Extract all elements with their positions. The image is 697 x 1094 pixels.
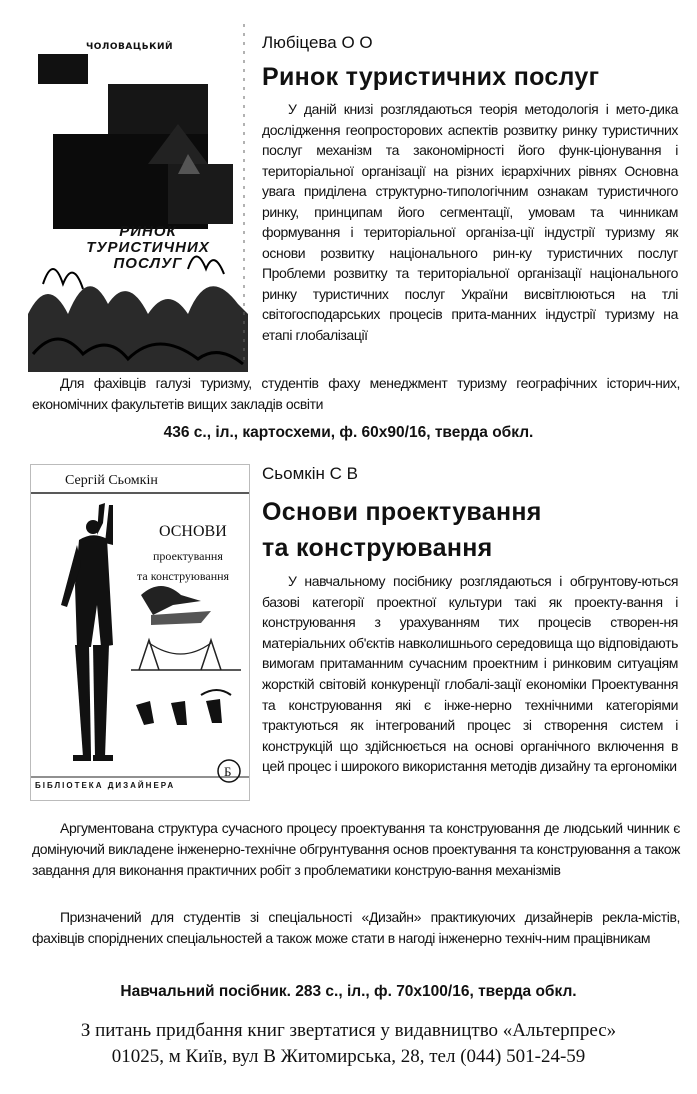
book1-cover-title-line: РИНОК: [119, 223, 177, 240]
footer-line1: З питань придбання книг звертатися у видавництво «Альтерпрес»: [80, 1020, 617, 1041]
book2-cover-image: [30, 464, 250, 801]
book1-specs: 436 с., іл., картосхеми, ф. 60х90/16, тверда обкл.: [163, 424, 534, 441]
book1-author: Любіцева О О: [262, 33, 373, 52]
book1-cover-small-title: ЧОЛОВАЦЬКИЙ: [86, 42, 174, 52]
book1-title: Ринок туристичних послуг: [262, 63, 600, 91]
book2-paragraph3: Призначений для студентів зі спеціальності «Дизайн» практикуючих дизайнерів рекла-містів, фахівців споріднених спеціальностей а також може стати в нагоді інженерно техніч-ним працівникам: [32, 909, 680, 946]
book2-cover-title-line2: проектування: [153, 549, 223, 563]
book2-cover-author: Сергій Сьомкін: [65, 473, 158, 488]
book2-paragraph2: Аргументована структура сучасного процесу проектування та конструювання де людський чинник є домінуючий викладене інженерно-технічне обгрунтування основ проектування та конструювання а також завдання для виконання практичних робіт з проблематики конструю-вання механізмів: [32, 820, 680, 878]
book2-description: У навчальному посібнику розглядаються і обгрунтову-ються базові категорії проектної культури такі як проекту-вання і конструювання з урахуванням тих процесів створен-ня матеріальних об'єктів навколишнього середовища що відповідають вимогам притаманним сучасним проектним і ринковим ситуаціям жорсткій світовій конкуренції глобалі-зації економіки Проектування та конструювання які є інже-нерно технічними категоріями трактуються як інтегрований процес зі створення систем і конструкцій що здійснюється на основі органічного включення в цей процес і широкого використання методів дизайну та ергономіки: [262, 573, 678, 775]
book2-title-line1: Основи проектування: [262, 498, 542, 526]
book1-cover-image: [28, 14, 248, 372]
book2-specs: Навчальний посібник. 283 с., іл., ф. 70х100/16, тверда обкл.: [120, 983, 577, 1000]
book1-cover-title-line: ПОСЛУГ: [113, 255, 183, 272]
footer-line2: 01025, м Київ, вул В Житомирська, 28, тел (044) 501-24-59: [111, 1046, 586, 1067]
book1-audience: Для фахівців галузі туризму, студентів фаху менеджмент туризму географічних історич-них, економічних факультетів вищих закладів освіти: [32, 375, 680, 412]
book2-cover-title-line3: та конструювання: [137, 569, 230, 583]
book2-cover-title-line1: ОСНОВИ: [159, 523, 227, 540]
book2-author: Сьомкін С В: [262, 464, 358, 483]
book1-cover-title-line: ТУРИСТИЧНИХ: [86, 239, 210, 256]
book1-description: У даній книзі розглядаються теорія методологія і мето-дика дослідження геопросторових аспектів розвитку ринку туристичних послуг механізм та закономірності його функ-ціонування і територіальної організації на різних ієрархічних рівнях Основна увага приділена структурно-типологічним ознакам туристичного ринку, принципам його сегментації, умовам та чинникам формування і територіальної організа-ції індустрії туризму як основи розвитку національного рин-ку туристичних послуг Проблеми розвитку та територіальної організації національного ринку туристичних послуг України висвітлюються на тлі світогосподарських процесів прита-манних індустрії туризму на етапі глобалізації: [262, 101, 678, 343]
book2-title: [262, 494, 682, 566]
book2-title-line2: та конструювання: [262, 534, 493, 562]
book1-cover-title: [58, 224, 238, 272]
book2-cover-art: [31, 465, 249, 800]
book1-cover-art: [28, 14, 248, 372]
book2-cover-series: БІБЛІОТЕКА ДИЗАЙНЕРА: [35, 781, 176, 790]
svg-text:Б: Б: [224, 764, 232, 779]
